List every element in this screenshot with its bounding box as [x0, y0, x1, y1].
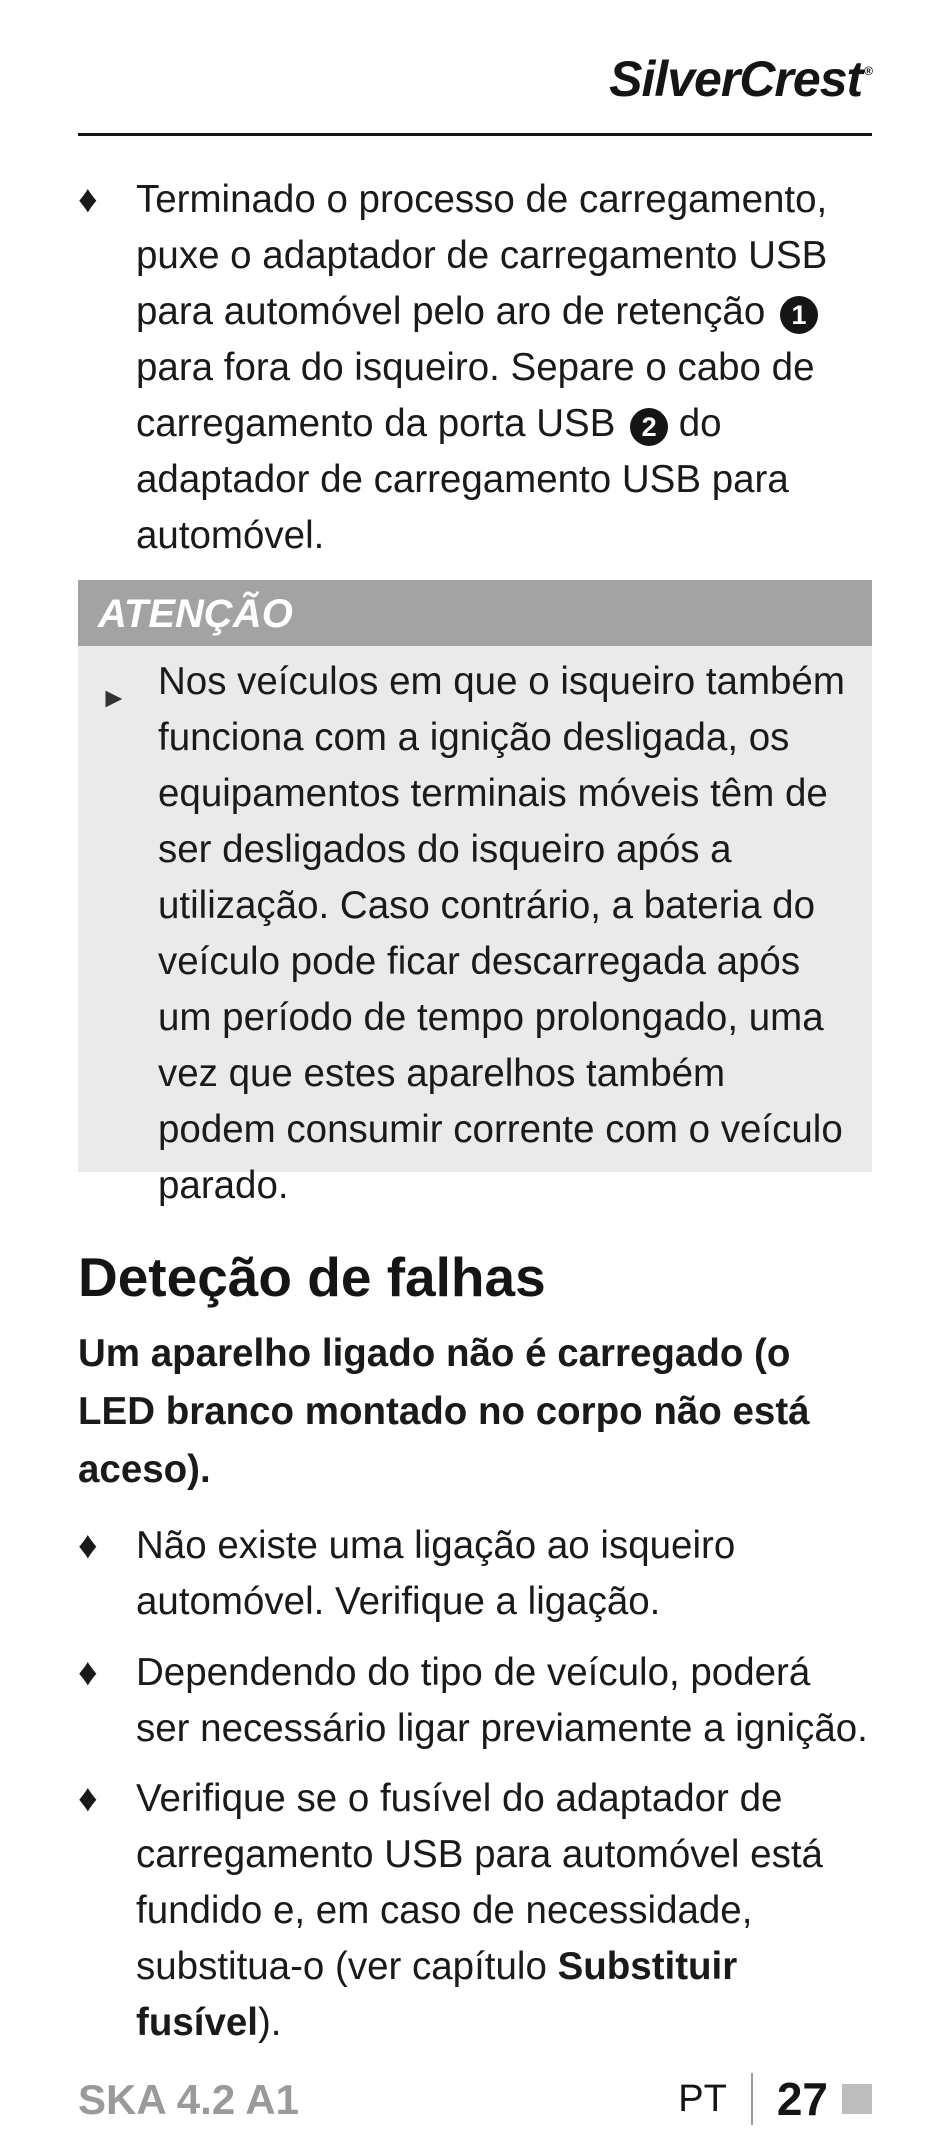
model-number: SKA 4.2 A1 — [78, 2076, 299, 2123]
bullet-text-part: Terminado o processo de carregamento, puxe o adaptador de carregamento USB para automóvel pelo aro de retenção — [136, 178, 828, 333]
troubleshoot-bullet — [78, 1645, 872, 1757]
bullet-text: Não existe uma ligação ao isqueiro automóvel. Verifique a ligação. — [136, 1524, 736, 1623]
page-footer — [678, 2072, 872, 2126]
attention-text: Nos veículos em que o isqueiro também funciona com a ignição desligada, os equipamentos terminais móveis têm de ser desligados do isqueiro após a utilização. Caso contrário, a bateria do veículo pode ficar descarregada após um período de tempo prolongado, uma vez que estes aparelhos também podem consumir corrente com o veículo parado. — [158, 660, 845, 1207]
callout-1-icon: 1 — [780, 296, 818, 334]
language-code: PT — [678, 2077, 727, 2120]
attention-box — [78, 580, 872, 1207]
header-rule — [78, 133, 872, 136]
diamond-bullet-icon: ♦ — [78, 1651, 98, 1694]
footer-square-icon — [842, 2084, 872, 2114]
triangle-bullet-icon: ► — [100, 682, 128, 713]
section-subtitle: Um aparelho ligado não é carregado (o LED branco montado no corpo não está aceso). — [78, 1332, 810, 1491]
manual-page — [78, 0, 872, 2131]
chapter-reference: Substituir fusível — [136, 1945, 738, 2044]
brand-logo — [609, 50, 872, 108]
bullet-text-part: para fora do isqueiro. Separe o cabo de carregamento da porta USB — [136, 346, 815, 445]
callout-2-icon: 2 — [630, 408, 668, 446]
brand-name: SilverCrest — [609, 51, 863, 107]
attention-title: ATENÇÃO — [78, 580, 872, 646]
troubleshoot-bullet — [78, 1518, 872, 1630]
diamond-bullet-icon: ♦ — [78, 178, 98, 221]
bullet-text: Verifique se o fusível do adaptador de carregamento USB para automóvel está fundido e, em caso de necessidade, substitua-o (ver capítulo — [136, 1777, 823, 1988]
troubleshoot-bullet — [78, 1771, 872, 2051]
page-number: 27 — [776, 2073, 828, 2125]
diamond-bullet-icon: ♦ — [78, 1524, 98, 1567]
footer-divider — [751, 2073, 753, 2125]
bullet-text: ). — [257, 2001, 282, 2044]
section-title: Deteção de falhas — [78, 1246, 546, 1308]
bullet-text-part: do adaptador de carregamento USB para automóvel. — [136, 402, 789, 557]
registered-mark: ® — [864, 64, 872, 78]
attention-body — [78, 646, 872, 1214]
bullet-charging-finished — [78, 172, 872, 564]
diamond-bullet-icon: ♦ — [78, 1777, 98, 1820]
bullet-text: Dependendo do tipo de veículo, poderá ser necessário ligar previamente a ignição. — [136, 1651, 868, 1750]
